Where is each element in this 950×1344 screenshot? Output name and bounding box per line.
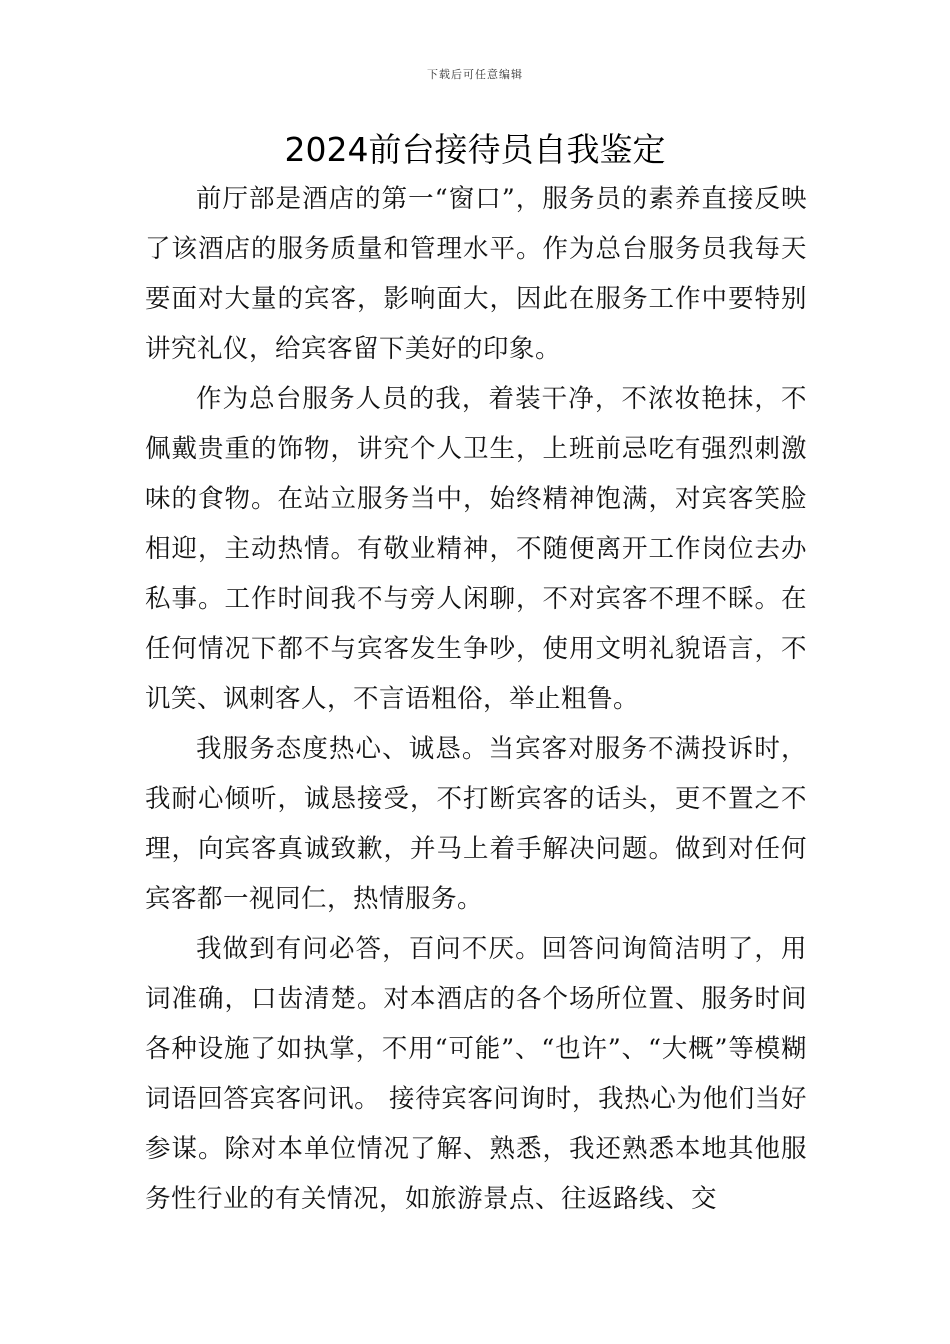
paragraph-4: 我做到有问必答，百问不厌。回答问询简洁明了，用词准确，口齿清楚。对本酒店的各个场所位置、服务时间各种设施了如执掌，不用“可能”、“也许”、“大概”等模糊词语回答宾客问讯。 接待宾客问询时，我热心为他们当好参谋。除对本单位情况了解、熟悉，我还熟悉本地其他服务性行业的有关情况，如旅游景点、往返路线、交 bbox=[145, 934, 807, 1214]
document-title: 2024前台接待员自我鉴定 bbox=[284, 130, 666, 169]
header-note: 下载后可任意编辑 bbox=[427, 68, 523, 81]
paragraph-3: 我服务态度热心、诚恳。当宾客对服务不满投诉时，我耐心倾听，诚恳接受，不打断宾客的话头，更不置之不理，向宾客真诚致歉，并马上着手解决问题。做到对任何宾客都一视同仁，热情服务。 bbox=[145, 734, 807, 914]
paragraph-2: 作为总台服务人员的我，着装干净，不浓妆艳抹，不佩戴贵重的饰物，讲究个人卫生，上班前忌吃有强烈刺激味的食物。在站立服务当中，始终精神饱满，对宾客笑脸相迎，主动热情。有敬业精神，不随便离开工作岗位去办私事。工作时间我不与旁人闲聊，不对宾客不理不睬。在任何情况下都不与宾客发生争吵，使用文明礼貌语言，不讥笑、讽刺客人，不言语粗俗，举止粗鲁。 bbox=[145, 384, 807, 714]
document-body bbox=[145, 174, 807, 1224]
paragraph-1: 前厅部是酒店的第一“窗口”，服务员的素养直接反映了该酒店的服务质量和管理水平。作为总台服务员我每天要面对大量的宾客，影响面大，因此在服务工作中要特别讲究礼仪，给宾客留下美好的印象。 bbox=[145, 184, 807, 364]
